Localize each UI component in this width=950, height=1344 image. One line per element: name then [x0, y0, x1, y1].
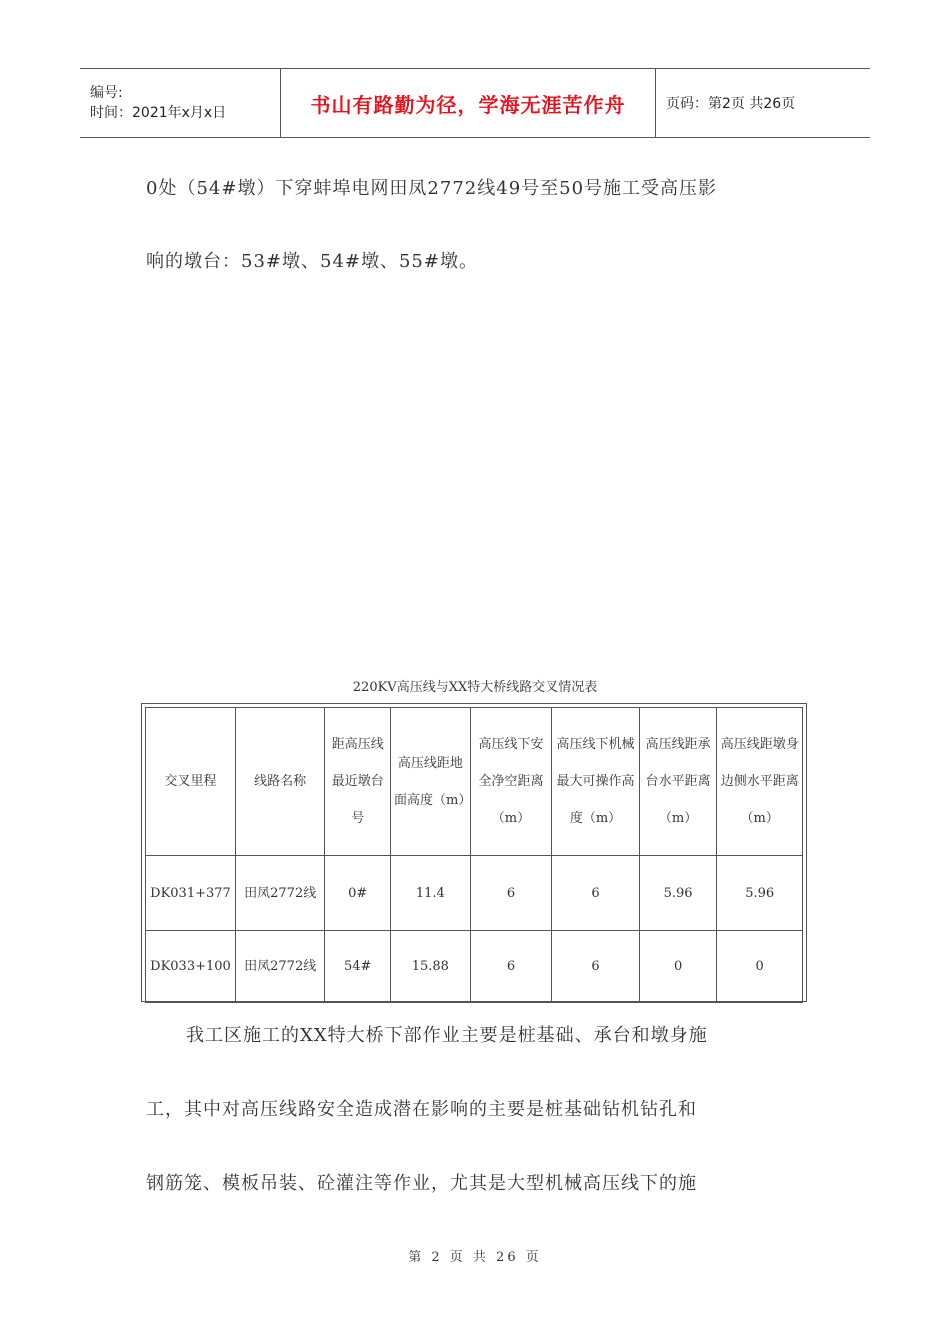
body-line-1: 0处（54#墩）下穿蚌埠电网田凤2772线49号至50号施工受高压影 — [146, 178, 718, 199]
header-meta — [80, 69, 281, 137]
table-header-row — [146, 708, 803, 856]
motto-text: 书山有路勤为径，学海无涯苦作舟 — [310, 92, 626, 117]
header-page-info — [656, 69, 870, 137]
table-header-cell: 线路名称 — [235, 708, 324, 856]
table-caption: 220KV高压线与XX特大桥线路交叉情况表 — [352, 680, 598, 695]
table-header-cell: 高压线下机械最大可操作高度（m） — [552, 708, 640, 856]
table-cell: 5.96 — [717, 856, 803, 931]
table-cell: 6 — [470, 931, 552, 1003]
body-line-2: 响的墩台：53#墩、54#墩、55#墩。 — [146, 251, 478, 272]
table-cell: 0 — [717, 931, 803, 1003]
time-label: 时间：2021年x月x日 — [90, 105, 227, 121]
number-label: 编号: — [90, 85, 123, 101]
table-cell: 6 — [552, 856, 640, 931]
table-row — [146, 931, 803, 1003]
table-header-cell: 交叉里程 — [146, 708, 236, 856]
table-cell: DK033+100 — [146, 931, 236, 1003]
body-line-4: 工，其中对高压线路安全造成潜在影响的主要是桩基础钻机钻孔和 — [146, 1099, 697, 1120]
page-header — [80, 68, 870, 138]
table-cell: 0 — [639, 931, 717, 1003]
header-motto — [281, 69, 656, 137]
crossing-table-frame — [141, 703, 807, 1002]
table-header-cell: 高压线下安全净空距离（m） — [470, 708, 552, 856]
table-cell: 0# — [325, 856, 391, 931]
table-cell: 6 — [552, 931, 640, 1003]
page-footer: 第 2 页 共 26 页 — [408, 1250, 542, 1265]
body-line-5: 钢筋笼、模板吊装、砼灌注等作业，尤其是大型机械高压线下的施 — [146, 1173, 697, 1194]
crossing-table — [145, 707, 803, 1003]
table-cell: 15.88 — [391, 931, 471, 1003]
table-header-cell: 高压线距地面高度（m） — [391, 708, 471, 856]
page-info-text: 页码：第2页 共26页 — [666, 96, 796, 112]
table-row — [146, 856, 803, 931]
table-cell: 11.4 — [391, 856, 471, 931]
table-cell: 田凤2772线 — [235, 856, 324, 931]
table-header-cell: 高压线距承台水平距离（m） — [639, 708, 717, 856]
table-cell: DK031+377 — [146, 856, 236, 931]
table-cell: 54# — [325, 931, 391, 1003]
table-cell: 6 — [470, 856, 552, 931]
table-cell: 5.96 — [639, 856, 717, 931]
table-header-cell: 距高压线最近墩台号 — [325, 708, 391, 856]
table-header-cell: 高压线距墩身边侧水平距离（m） — [717, 708, 803, 856]
table-cell: 田凤2772线 — [235, 931, 324, 1003]
body-line-3: 我工区施工的XX特大桥下部作业主要是桩基础、承台和墩身施 — [186, 1025, 708, 1046]
